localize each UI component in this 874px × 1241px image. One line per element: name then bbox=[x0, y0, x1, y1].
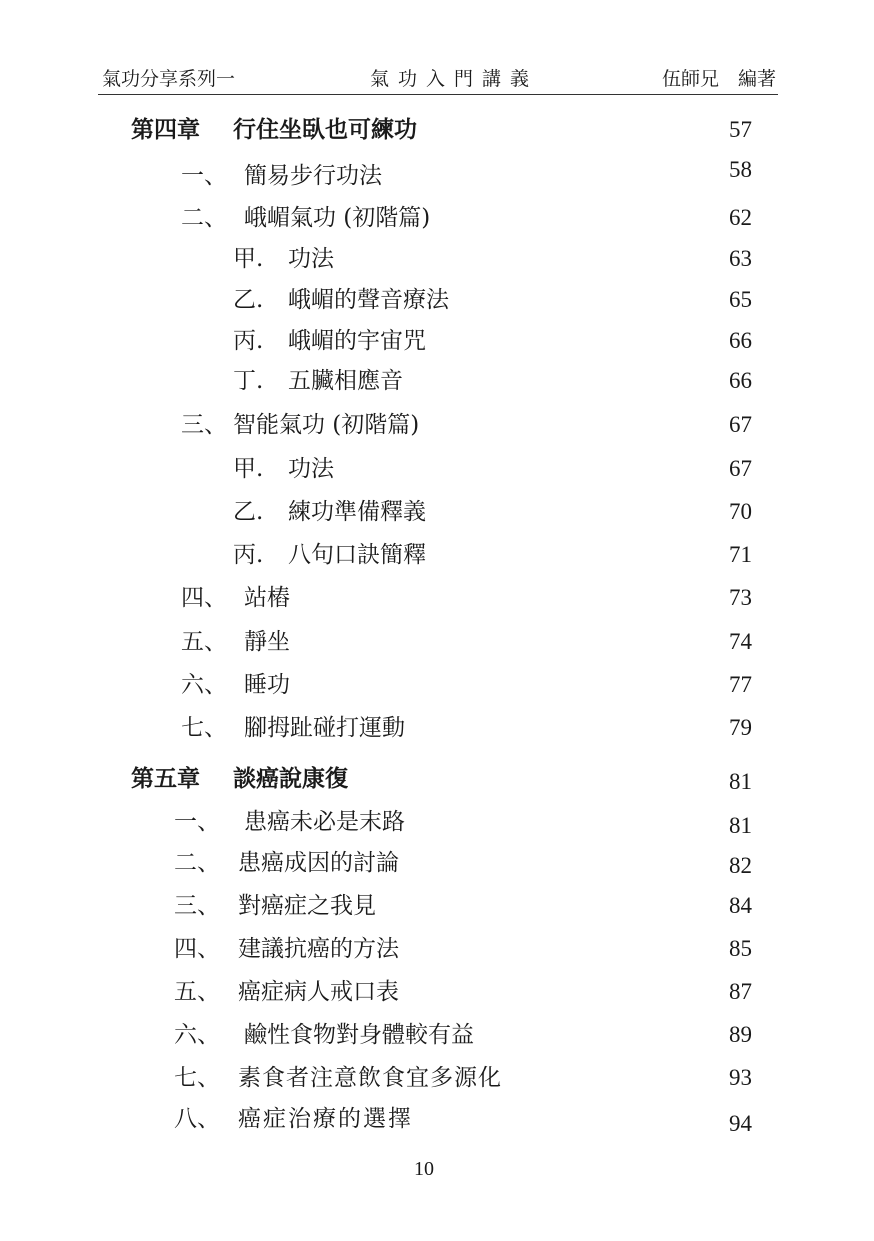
toc-page-number: 67 bbox=[729, 456, 752, 481]
toc-title: 對癌症之我見 bbox=[238, 893, 376, 919]
toc-number: 七、 bbox=[174, 1065, 220, 1091]
toc-title: 鹼性食物對身體較有益 bbox=[244, 1022, 474, 1048]
toc-entry bbox=[0, 710, 874, 746]
toc-number: 五、 bbox=[174, 979, 220, 1005]
toc-number: 乙. bbox=[233, 499, 264, 525]
toc-entry bbox=[0, 931, 874, 967]
toc-subentry bbox=[0, 282, 874, 318]
toc-page-number: 66 bbox=[729, 368, 752, 393]
toc-page-number: 74 bbox=[729, 629, 752, 654]
toc-title: 素食者注意飲食宜多源化 bbox=[238, 1065, 502, 1091]
toc-number: 三、 bbox=[181, 412, 227, 438]
toc-entry bbox=[0, 667, 874, 703]
toc-number: 四、 bbox=[181, 585, 227, 611]
toc-number: 一、 bbox=[174, 809, 220, 835]
toc-title: 站樁 bbox=[244, 585, 290, 611]
toc-page-number: 93 bbox=[729, 1065, 752, 1090]
toc-page-number: 85 bbox=[729, 936, 752, 961]
toc-page-number: 94 bbox=[729, 1111, 752, 1136]
toc-entry bbox=[0, 200, 874, 236]
toc-entry bbox=[0, 974, 874, 1010]
running-header bbox=[98, 62, 778, 95]
toc-entry bbox=[0, 407, 874, 443]
toc-number: 二、 bbox=[181, 205, 227, 231]
toc-title: 患癌未必是末路 bbox=[244, 809, 405, 835]
toc-number: 甲. bbox=[233, 456, 264, 482]
toc-number: 二、 bbox=[174, 850, 220, 876]
toc-title: 功法 bbox=[288, 456, 334, 482]
toc-title: 峨嵋的聲音療法 bbox=[288, 287, 449, 313]
toc-title: 峨嵋的宇宙咒 bbox=[288, 328, 426, 354]
toc-page-number: 65 bbox=[729, 287, 752, 312]
toc-title: 癌症治療的選擇 bbox=[238, 1106, 413, 1132]
toc-page-number: 70 bbox=[729, 499, 752, 524]
toc-number: 丁. bbox=[233, 368, 264, 394]
toc-page-number: 73 bbox=[729, 585, 752, 610]
toc-entry bbox=[0, 804, 874, 840]
toc-page-number: 63 bbox=[729, 246, 752, 271]
toc-title: 峨嵋氣功 (初階篇) bbox=[244, 205, 431, 231]
toc-number: 三、 bbox=[174, 893, 220, 919]
toc-title: 功法 bbox=[288, 246, 334, 272]
toc-number: 乙. bbox=[233, 287, 264, 313]
toc-page-number: 58 bbox=[729, 157, 752, 182]
toc-page-number: 79 bbox=[729, 715, 752, 740]
toc-entry bbox=[0, 1060, 874, 1096]
toc-page-number: 81 bbox=[729, 813, 752, 838]
toc-title: 靜坐 bbox=[244, 629, 290, 655]
toc-title: 腳拇趾碰打運動 bbox=[244, 715, 405, 741]
toc-subentry bbox=[0, 323, 874, 359]
toc-subentry bbox=[0, 363, 874, 399]
toc-entry bbox=[0, 845, 874, 881]
series-title: 氣功分享系列一 bbox=[102, 68, 236, 90]
toc-subentry bbox=[0, 451, 874, 487]
page-number: 10 bbox=[414, 1158, 434, 1180]
toc-entry bbox=[0, 624, 874, 660]
toc-subentry bbox=[0, 241, 874, 277]
toc-page-number: 81 bbox=[729, 769, 752, 794]
toc-number: 第五章 bbox=[131, 765, 200, 792]
toc-subentry bbox=[0, 537, 874, 573]
toc-number: 七、 bbox=[181, 715, 227, 741]
author-credit: 伍師兄 編著 bbox=[661, 68, 776, 90]
toc-chapter-5 bbox=[0, 761, 874, 797]
toc-number: 五、 bbox=[181, 629, 227, 655]
toc-title: 患癌成因的討論 bbox=[238, 850, 399, 876]
toc-page-number: 87 bbox=[729, 979, 752, 1004]
toc-title: 談癌說康復 bbox=[233, 765, 348, 792]
toc-entry bbox=[0, 1101, 874, 1137]
toc-title: 五臟相應音 bbox=[288, 368, 403, 394]
toc-title: 行住坐臥也可練功 bbox=[233, 116, 417, 143]
toc-subentry bbox=[0, 494, 874, 530]
toc-title: 建議抗癌的方法 bbox=[238, 936, 399, 962]
toc-chapter-4 bbox=[0, 112, 874, 148]
toc-entry bbox=[0, 888, 874, 924]
toc-title: 八句口訣簡釋 bbox=[288, 542, 426, 568]
toc-entry bbox=[0, 580, 874, 616]
toc-page-number: 71 bbox=[729, 542, 752, 567]
toc-entry bbox=[0, 1017, 874, 1053]
toc-page-number: 84 bbox=[729, 893, 752, 918]
toc-title: 睡功 bbox=[244, 672, 290, 698]
toc-number: 六、 bbox=[181, 672, 227, 698]
toc-number: 一、 bbox=[181, 163, 227, 189]
toc-page-number: 62 bbox=[729, 205, 752, 230]
toc-number: 八、 bbox=[174, 1106, 220, 1132]
toc-number: 丙. bbox=[233, 542, 264, 568]
toc-entry bbox=[0, 158, 874, 194]
toc-page-number: 57 bbox=[729, 117, 752, 142]
toc-title: 練功準備釋義 bbox=[288, 499, 426, 525]
toc-number: 丙. bbox=[233, 328, 264, 354]
toc-title: 簡易步行功法 bbox=[244, 163, 382, 189]
toc-page-number: 67 bbox=[729, 412, 752, 437]
toc-number: 六、 bbox=[174, 1022, 220, 1048]
toc-page-number: 89 bbox=[729, 1022, 752, 1047]
toc-number: 第四章 bbox=[131, 116, 200, 143]
toc-number: 甲. bbox=[233, 246, 264, 272]
toc-title: 智能氣功 (初階篇) bbox=[233, 412, 420, 438]
toc-page-number: 77 bbox=[729, 672, 752, 697]
book-title: 氣功入門講義 bbox=[370, 68, 539, 90]
toc-title: 癌症病人戒口表 bbox=[238, 979, 399, 1005]
toc-number: 四、 bbox=[174, 936, 220, 962]
toc-page-number: 66 bbox=[729, 328, 752, 353]
toc-page-number: 82 bbox=[729, 853, 752, 878]
